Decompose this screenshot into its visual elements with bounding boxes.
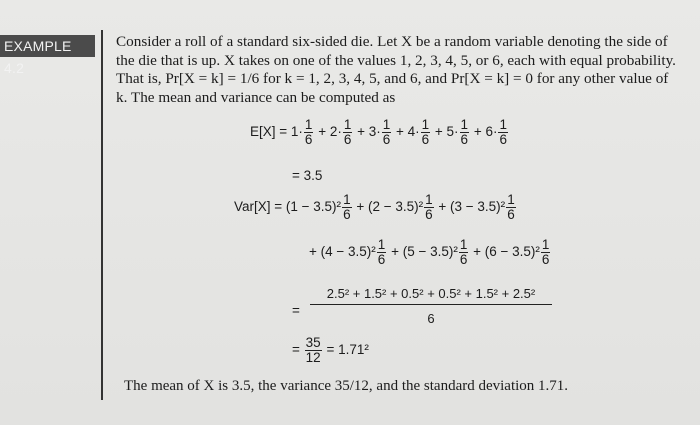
var-term: (1 − 3.5)²: [285, 199, 342, 215]
fraction: $\frac{1}{6}$: [425, 192, 433, 222]
fraction: $\frac{1}{6}$: [541, 237, 550, 267]
fraction: $\frac{35}{12}$: [305, 335, 321, 365]
intro-line: Consider a roll of a standard six-sided die. Let X be a random variable denoting the side of: [116, 33, 668, 50]
fraction-denominator: 6: [427, 311, 435, 326]
mean-term: 1·: [290, 124, 303, 140]
closing-sentence: The mean of X is 3.5, the variance 35/12, and the standard deviation 1.71.: [124, 378, 569, 394]
margin-rule: [101, 30, 103, 400]
variance-equation-line2: [309, 238, 551, 267]
equals-sign: =: [292, 303, 300, 318]
fraction: $\frac{1}{6}$: [343, 192, 351, 222]
fraction: $\frac{1}{6}$: [499, 117, 507, 147]
var-term: + (2 − 3.5)²: [352, 199, 424, 215]
fraction: $\frac{1}{6}$: [459, 237, 468, 267]
intro-paragraph: [116, 33, 696, 107]
variance-result: [292, 336, 369, 365]
var-term: + (4 − 3.5)²: [309, 244, 376, 260]
fraction: $\frac{1}{6}$: [460, 117, 469, 147]
fraction: $\frac{1}{6}$: [377, 237, 386, 267]
variance-value: = 1.71²: [322, 342, 369, 358]
variance-sum-fraction: [310, 286, 552, 326]
var-term: + (3 − 3.5)²: [434, 199, 506, 215]
mean-result: = 3.5: [292, 168, 323, 183]
variance-equation-line1: [234, 193, 517, 222]
fraction: $\frac{1}{6}$: [382, 117, 391, 147]
fraction: $\frac{1}{6}$: [421, 117, 430, 147]
mean-equation: [250, 118, 509, 147]
fraction: $\frac{1}{6}$: [507, 192, 515, 222]
var-term: + (5 − 3.5)²: [387, 244, 458, 260]
fraction-numerator: 2.5² + 1.5² + 0.5² + 0.5² + 1.5² + 2.5²: [310, 286, 552, 305]
equals-sign: =: [292, 342, 300, 358]
mean-term: + 3·: [353, 124, 381, 140]
fraction: $\frac{1}{6}$: [343, 117, 352, 147]
mean-term: + 5·: [431, 124, 459, 140]
var-term: + (6 − 3.5)²: [469, 244, 540, 260]
mean-lhs: E[X] =: [250, 124, 291, 140]
var-lhs: Var[X] =: [234, 199, 286, 215]
intro-line: k. The mean and variance can be computed as: [116, 88, 396, 106]
mean-term: + 2·: [314, 124, 342, 140]
mean-term: + 4·: [392, 124, 420, 140]
intro-line: the die that is up. X takes on one of the values 1, 2, 3, 4, 5, or 6, each with equal probability.: [116, 51, 676, 69]
intro-line: That is, Pr[X = k] = 1/6 for k = 1, 2, 3, 4, 5, and 6, and Pr[X = k] = 0 for any other value of: [116, 70, 669, 87]
fraction: $\frac{1}{6}$: [304, 117, 313, 147]
example-label: EXAMPLE 4.2: [0, 35, 95, 57]
mean-term: + 6·: [470, 124, 498, 140]
